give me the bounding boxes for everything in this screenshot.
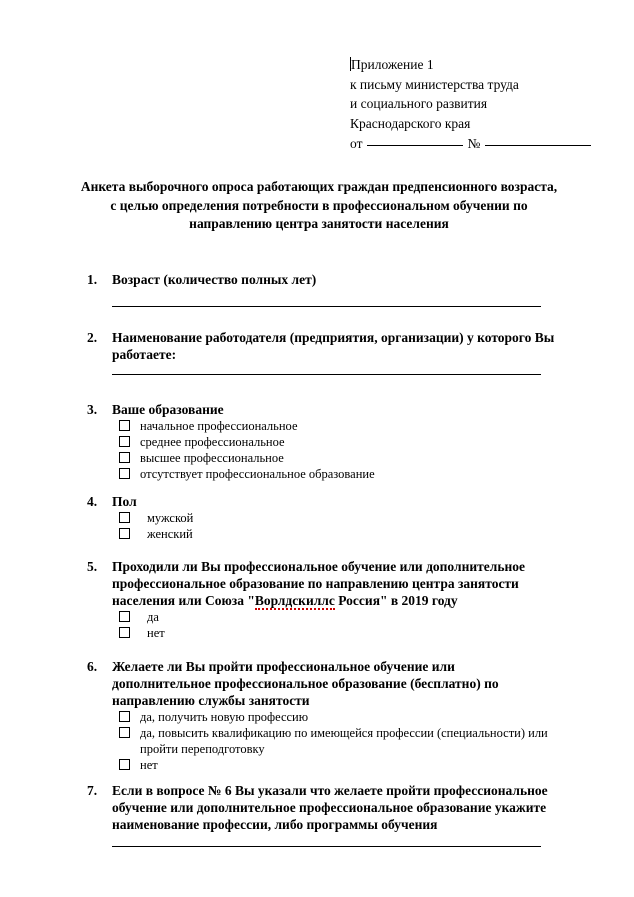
question-2-number: 2.	[87, 330, 98, 345]
checkbox-icon[interactable]	[119, 611, 130, 622]
question-6-options	[112, 709, 555, 773]
option-label: среднее профессиональное	[140, 435, 285, 449]
question-3-option-3[interactable]	[112, 466, 555, 482]
question-3-option-0[interactable]	[112, 418, 555, 434]
header-line-appendix	[350, 55, 600, 75]
question-7	[85, 782, 555, 833]
question-4-option-0[interactable]	[112, 510, 555, 526]
question-6-text: Желаете ли Вы пройти профессиональное обучение или дополнительное профессиональное образование (бесплатно) по направлению службы занятости	[112, 659, 499, 708]
question-5-option-0[interactable]	[112, 609, 555, 625]
checkbox-icon[interactable]	[119, 528, 130, 539]
checkbox-icon[interactable]	[119, 512, 130, 523]
option-label: да, получить новую профессию	[140, 710, 309, 724]
question-2-text: Наименование работодателя (предприятия, организации) у которого Вы работаете:	[112, 330, 555, 362]
option-label: да	[147, 610, 159, 624]
option-label: нет	[140, 758, 158, 772]
question-5-option-1[interactable]	[112, 625, 555, 641]
checkbox-icon[interactable]	[119, 711, 130, 722]
question-2	[85, 329, 555, 363]
question-5	[85, 558, 555, 641]
question-3	[85, 401, 555, 482]
questions-list	[85, 271, 555, 847]
question-6-number: 6.	[87, 659, 98, 674]
question-1-text: Возраст (количество полных лет)	[112, 272, 317, 287]
question-3-text: Ваше образование	[112, 402, 224, 417]
question-3-option-2[interactable]	[112, 450, 555, 466]
question-4-options	[112, 510, 555, 542]
question-4-number: 4.	[87, 494, 98, 509]
question-5-options	[112, 609, 555, 641]
number-blank-field[interactable]	[485, 145, 591, 146]
question-4-option-1[interactable]	[112, 526, 555, 542]
question-7-answer-field[interactable]	[112, 846, 541, 847]
question-7-text: Если в вопросе № 6 Вы указали что желаете пройти профессиональное обучение или дополнительное профессиональное образование укажите наименование профессии, либо программы обучения	[112, 783, 548, 832]
header-line-social: и социального развития	[350, 96, 488, 111]
header-date-number-line	[350, 134, 600, 154]
header-text-appendix: Приложение 1	[351, 57, 434, 72]
question-4-text: Пол	[112, 494, 137, 509]
question-5-text-part-1: Проходили ли Вы профессиональное обучение или дополнительное профессиональное образование по направлению центра занятости населения или Союза "	[112, 559, 525, 608]
question-4	[85, 493, 555, 542]
question-3-option-1[interactable]	[112, 434, 555, 450]
spellcheck-error-word: Ворлдскиллс	[254, 593, 335, 608]
question-1-number: 1.	[87, 272, 98, 287]
header-line-region: Краснодарского края	[350, 115, 471, 131]
checkbox-icon[interactable]	[119, 468, 130, 479]
question-6	[85, 658, 555, 773]
checkbox-icon[interactable]	[119, 759, 130, 770]
option-label: отсутствует профессиональное образование	[140, 467, 375, 481]
option-label: нет	[147, 626, 165, 640]
question-3-options	[112, 418, 555, 482]
option-label: женский	[147, 527, 193, 541]
option-label: начальное профессиональное	[140, 419, 298, 433]
document-header-block	[350, 55, 600, 154]
checkbox-icon[interactable]	[119, 452, 130, 463]
option-label: мужской	[147, 511, 194, 525]
question-6-option-2[interactable]	[112, 757, 555, 773]
question-5-text	[112, 558, 555, 609]
checkbox-icon[interactable]	[119, 420, 130, 431]
page-title: Анкета выборочного опроса работающих граждан предпенсионного возраста, с целью определения потребности в профессиональном обучении по направлению центра занятости населения	[80, 179, 558, 231]
question-3-number: 3.	[87, 402, 98, 417]
number-symbol-label: №	[467, 136, 481, 151]
question-6-option-1[interactable]	[112, 725, 555, 757]
question-5-text-part-2: Россия" в 2019 году	[334, 593, 458, 608]
question-1-answer-field[interactable]	[112, 306, 541, 307]
checkbox-icon[interactable]	[119, 436, 130, 447]
option-label: да, повысить квалификацию по имеющейся профессии (специальности) или пройти переподготовку	[140, 726, 548, 756]
question-1	[85, 271, 555, 288]
header-line-ministry: к письму министерства труда	[350, 76, 519, 92]
question-7-number: 7.	[87, 783, 98, 798]
question-2-answer-field[interactable]	[112, 374, 541, 375]
date-prefix-label: от	[350, 136, 363, 151]
question-5-number: 5.	[87, 559, 98, 574]
date-blank-field[interactable]	[367, 145, 463, 146]
question-6-option-0[interactable]	[112, 709, 555, 725]
checkbox-icon[interactable]	[119, 627, 130, 638]
checkbox-icon[interactable]	[119, 727, 130, 738]
option-label: высшее профессиональное	[140, 451, 284, 465]
